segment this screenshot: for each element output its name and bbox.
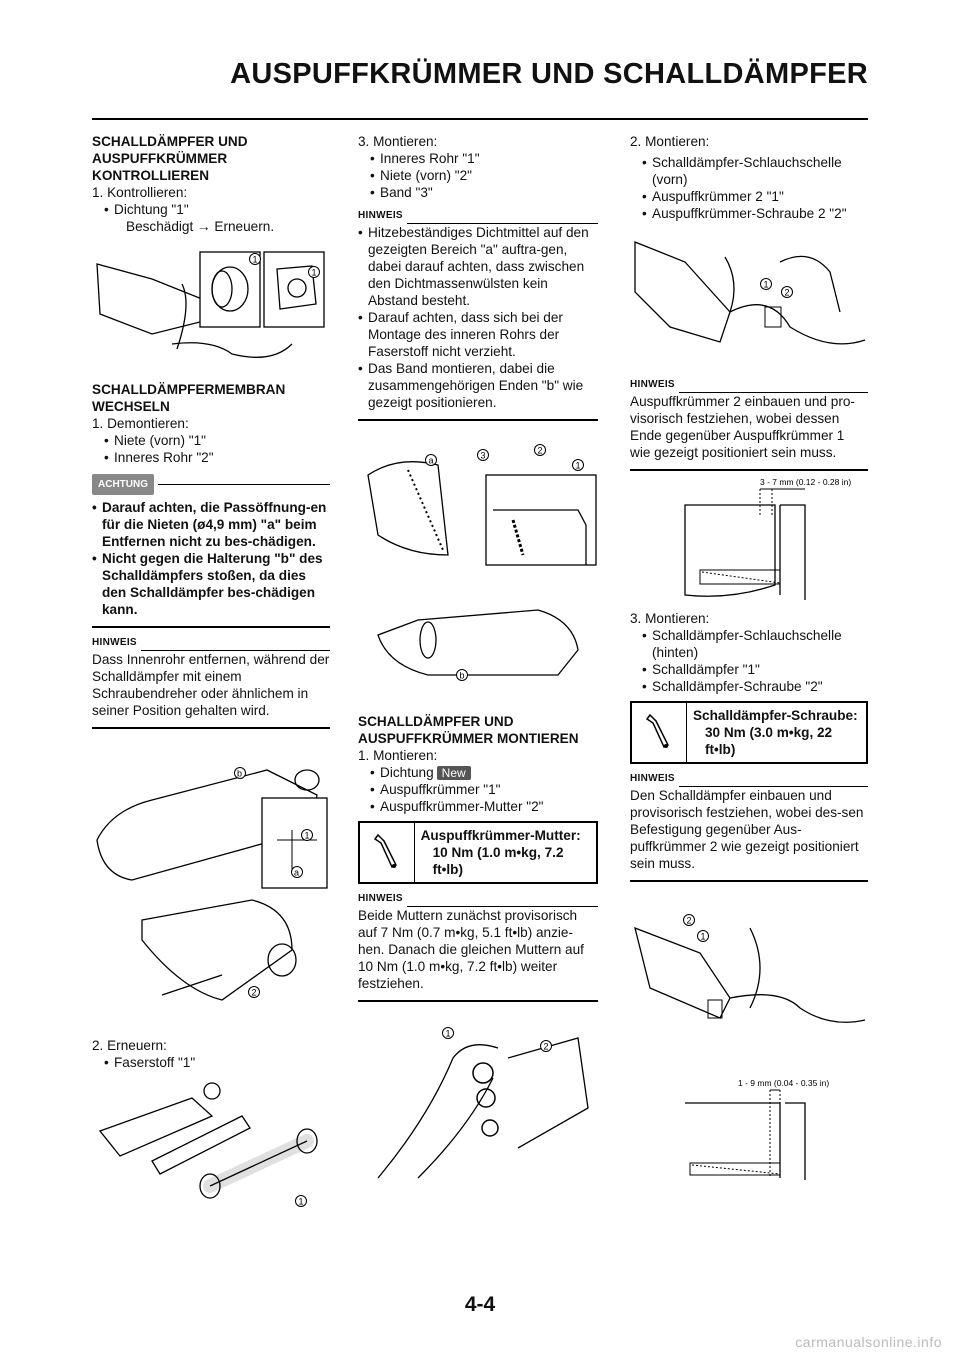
note-label: HINWEIS [630, 379, 675, 390]
step-text: 3. Montieren: [630, 611, 710, 626]
bullet-item: • Schalldämpfer-Schlauchschelle (vorn) [630, 154, 868, 188]
note-header [92, 634, 330, 651]
figure-manifold-2 [630, 232, 868, 362]
figure-label: 1 [700, 931, 706, 942]
step-text: 2. Erneuern: [92, 1038, 167, 1053]
note-label: HINWEIS [358, 210, 403, 221]
figure-label: 2 [537, 445, 543, 456]
title-rule [92, 118, 868, 120]
figure-muffler-install [630, 908, 868, 1183]
figure-label: 1 [311, 267, 317, 278]
bullet-item: • Schalldämpfer-Schlauchschelle (hinten) [630, 627, 868, 661]
torque-spec-box [630, 701, 868, 764]
watermark: carmanualsonline.info [795, 1334, 942, 1350]
figure-label: b [237, 768, 243, 779]
torque-value: 30 Nm (3.0 m•kg, 22 ft•lb) [704, 725, 833, 757]
note-label: HINWEIS [358, 893, 403, 904]
figure-dimension-1 [630, 475, 868, 605]
section-heading-membrane: SCHALLDÄMPFERMEMBRAN WECHSELN [92, 382, 286, 414]
dimension-label: 3 - 7 mm (0.12 - 0.28 in) [760, 477, 852, 487]
dimension-label: 1 - 9 mm (0.04 - 0.35 in) [738, 1078, 830, 1088]
figure-fiber-replace [92, 1076, 330, 1211]
figure-label: 1 [252, 254, 258, 265]
step-text: 1. Demontieren: [92, 416, 189, 431]
figure-label: 2 [784, 287, 790, 298]
bullet-item: • Niete (vorn) "2" [358, 167, 598, 184]
sub-item: Beschädigt → Erneuern. [126, 219, 275, 234]
column-2 [358, 133, 598, 421]
bullet-item: • Schalldämpfer-Schraube "2" [630, 678, 868, 695]
bullet-text: Dichtung [380, 765, 434, 780]
note-item: • Hitzebeständiges Dichtmittel auf den gezeigten Bereich "a" auftra-gen, dabei darauf achten, dass zwischen den Dichtmassenwülsten kein Abstand besteht. [358, 224, 598, 309]
note-text: Dass Innenrohr entfernen, während der Schalldämpfer mit einem Schraubendreher oder ähnlichem in seiner Position gehalten wird. [92, 652, 330, 718]
note-header [358, 890, 598, 907]
bullet-item: • Auspuffkrümmer 2 "1" [630, 188, 868, 205]
column-3c [630, 610, 868, 882]
bullet-item: • Faserstoff "1" [92, 1054, 330, 1071]
figure-label: 2 [686, 915, 692, 926]
torque-label: Auspuffkrümmer-Mutter: [420, 828, 581, 843]
torque-value: 10 Nm (1.0 m•kg, 7.2 ft•lb) [432, 845, 564, 877]
new-badge: New [437, 766, 471, 780]
warning-item: • Nicht gegen die Halterung "b" des Schalldämpfers stoßen, da dies den Schalldämpfer bes-chädigen kann. [92, 550, 330, 618]
note-item: • Darauf achten, dass sich bei der Montage des inneren Rohrs der Faserstoff nicht verzieht. [358, 309, 598, 360]
page-title: AUSPUFFKRÜMMER UND SCHALLDÄMPFER [230, 58, 868, 90]
bullet-item: • Auspuffkrümmer-Schraube 2 "2" [630, 205, 868, 222]
figure-label: 1 [304, 830, 310, 841]
figure-label: 1 [298, 1196, 304, 1207]
column-2b [358, 713, 598, 1002]
bullet-item: • Inneres Rohr "2" [92, 449, 330, 466]
figure-label: 1 [763, 279, 769, 290]
figure-manifold-nuts [358, 1018, 598, 1186]
figure-rivet-removal [92, 760, 330, 1040]
figure-label: 2 [251, 987, 257, 998]
page-number: 4-4 [464, 1293, 496, 1316]
note-header [630, 376, 868, 393]
note-label: HINWEIS [92, 637, 137, 648]
column-1 [92, 133, 330, 235]
bullet-item: • Inneres Rohr "1" [358, 150, 598, 167]
bullet-item: • Band "3" [358, 184, 598, 201]
column-1b [92, 381, 330, 729]
figure-label: a [428, 455, 434, 466]
bullet-item: • Auspuffkrümmer "1" [358, 781, 598, 798]
note-label: HINWEIS [630, 773, 675, 784]
column-3 [630, 133, 868, 222]
figure-label: 1 [575, 460, 581, 471]
column-3b [630, 370, 868, 471]
bullet-item [358, 764, 598, 781]
warning-box [92, 474, 330, 628]
figure-label: 2 [543, 1041, 549, 1052]
note-text: Auspuffkrümmer 2 einbauen und pro-visorisch festziehen, wobei dessen Ende gegenüber Auspuffkrümmer 1 wie gezeigt positioniert sein muss. [630, 394, 855, 460]
figure-label: b [459, 670, 465, 681]
figure-gasket-inspect [92, 244, 330, 369]
torque-spec-box [358, 821, 598, 884]
column-1c [92, 1037, 330, 1071]
step-text: 1. Kontrollieren: [92, 185, 188, 200]
bullet-item: • Schalldämpfer "1" [630, 661, 868, 678]
torque-wrench-icon [360, 823, 415, 882]
bullet-item: • Dichtung "1" [92, 201, 330, 218]
note-header [358, 207, 598, 224]
section-heading-inspect: SCHALLDÄMPFER UND AUSPUFFKRÜMMER KONTROLLIEREN [92, 134, 248, 183]
torque-wrench-icon [632, 703, 687, 762]
figure-label: 3 [480, 450, 486, 461]
figure-inner-pipe-install [358, 435, 598, 690]
note-item: • Das Band montieren, dabei die zusammengehörigen Enden "b" wie gezeigt positionieren. [358, 360, 598, 411]
warning-label: ACHTUNG [92, 474, 154, 495]
figure-label: a [294, 867, 300, 878]
bullet-item: • Auspuffkrümmer-Mutter "2" [358, 798, 598, 815]
warning-item: • Darauf achten, die Passöffnung-en für die Nieten (ø4,9 mm) "a" beim Entfernen nicht zu bes-chädigen. [92, 499, 330, 550]
step-text: 1. Montieren: [358, 748, 438, 763]
step-text: 2. Montieren: [630, 134, 710, 149]
bullet-item: • Niete (vorn) "1" [92, 432, 330, 449]
torque-label: Schalldämpfer-Schraube: [692, 708, 858, 723]
note-text: Beide Muttern zunächst provisorisch auf 7 Nm (0.7 m•kg, 5.1 ft•lb) anzie-hen. Danach die gleichen Muttern auf 10 Nm (1.0 m•kg, 7.2 ft•lb) weiter festziehen. [358, 908, 584, 991]
note-header [630, 770, 868, 787]
figure-label: 1 [445, 1028, 451, 1039]
step-text: 3. Montieren: [358, 134, 438, 149]
section-heading-install: SCHALLDÄMPFER UND AUSPUFFKRÜMMER MONTIEREN [358, 714, 579, 746]
note-text: Den Schalldämpfer einbauen und provisorisch festziehen, wobei des-sen Befestigung gegenüber Aus-puffkrümmer 2 wie gezeigt positioniert sein muss. [630, 788, 864, 871]
